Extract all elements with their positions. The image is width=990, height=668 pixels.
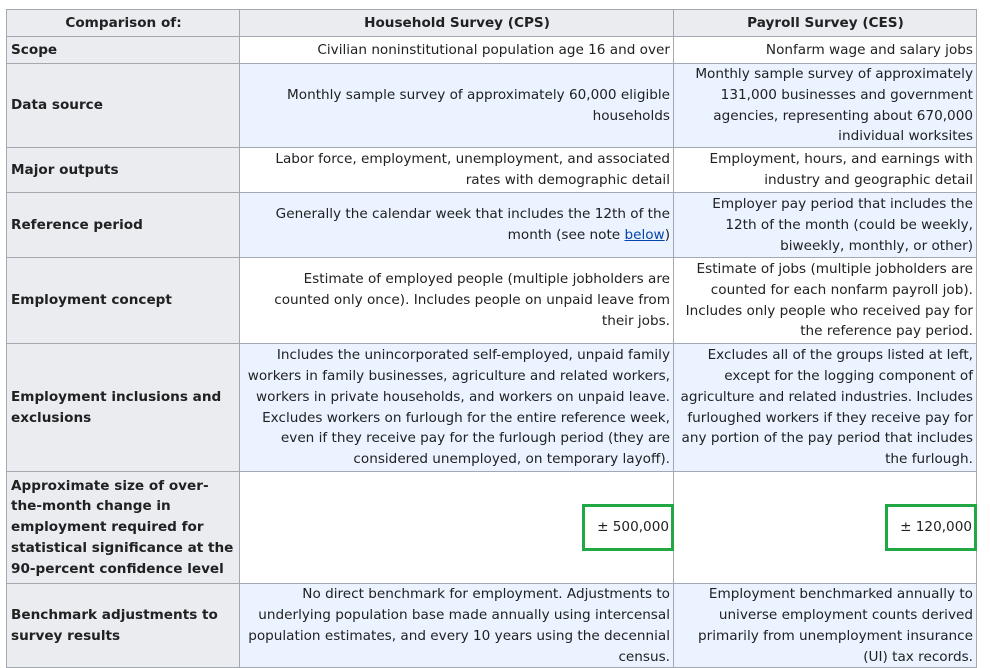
cps-cell: No direct benchmark for employment. Adjustments to underlying population base made annually using intercensal population estimates, and every 10 years using the decennial census.: [240, 584, 674, 668]
row-scope: [7, 37, 977, 64]
row-label: Approximate size of over-the-month change in employment required for statistical significance at the 90-percent confidence level: [7, 472, 240, 584]
row-label: Reference period: [7, 193, 240, 258]
header-row: [7, 10, 977, 37]
comparison-table: [6, 9, 977, 668]
row-label: Benchmark adjustments to survey results: [7, 584, 240, 668]
ces-significance-highlight: ± 120,000: [885, 504, 977, 551]
row-label: Data source: [7, 64, 240, 148]
cps-text-post: ): [664, 227, 670, 244]
row-label: Major outputs: [7, 148, 240, 193]
ces-cell: Estimate of jobs (multiple jobholders are counted for each nonfarm payroll job). Includes only people who received pay for the reference pay period.: [674, 258, 977, 344]
header-household-survey: Household Survey (CPS): [240, 10, 674, 37]
row-data-source: [7, 64, 977, 148]
header-payroll-survey: Payroll Survey (CES): [674, 10, 977, 37]
ces-cell: Employment, hours, and earnings with industry and geographic detail: [674, 148, 977, 193]
ces-cell: Monthly sample survey of approximately 131,000 businesses and government agencies, representing about 670,000 individual worksites: [674, 64, 977, 148]
cps-cell: [240, 472, 674, 584]
row-employment-inclusions: [7, 344, 977, 472]
row-significance-size: [7, 472, 977, 584]
note-below-link[interactable]: below: [624, 227, 665, 244]
cps-text-pre: Generally the calendar week that includes the 12th of the month (see note: [275, 206, 670, 244]
ces-cell: Nonfarm wage and salary jobs: [674, 37, 977, 64]
cps-cell: Civilian noninstitutional population age 16 and over: [240, 37, 674, 64]
row-label: Scope: [7, 37, 240, 64]
row-employment-concept: [7, 258, 977, 344]
row-reference-period: [7, 193, 977, 258]
header-comparison: Comparison of:: [7, 10, 240, 37]
row-benchmark-adjustments: [7, 584, 977, 668]
row-label: Employment concept: [7, 258, 240, 344]
cps-cell: Includes the unincorporated self-employed, unpaid family workers in family businesses, agriculture and related workers, workers in private households, and workers on unpaid leave. Excludes workers on furlough for the entire reference week, even if they receive pay for the furlough period (they are considered unemployed, on temporary layoff).: [240, 344, 674, 472]
cps-cell: Estimate of employed people (multiple jobholders are counted only once). Includes people on unpaid leave from their jobs.: [240, 258, 674, 344]
cps-cell: Labor force, employment, unemployment, and associated rates with demographic detail: [240, 148, 674, 193]
cps-significance-highlight: ± 500,000: [582, 504, 674, 551]
row-label: Employment inclusions and exclusions: [7, 344, 240, 472]
ces-cell: Employment benchmarked annually to universe employment counts derived primarily from unemployment insurance (UI) tax records.: [674, 584, 977, 668]
cps-cell: [240, 193, 674, 258]
ces-cell: [674, 472, 977, 584]
row-major-outputs: [7, 148, 977, 193]
cps-cell: Monthly sample survey of approximately 60,000 eligible households: [240, 64, 674, 148]
ces-cell: Employer pay period that includes the 12th of the month (could be weekly, biweekly, monthly, or other): [674, 193, 977, 258]
ces-cell: Excludes all of the groups listed at left, except for the logging component of agriculture and related industries. Includes furloughed workers if they receive pay for any portion of the pay period that includes the furlough.: [674, 344, 977, 472]
